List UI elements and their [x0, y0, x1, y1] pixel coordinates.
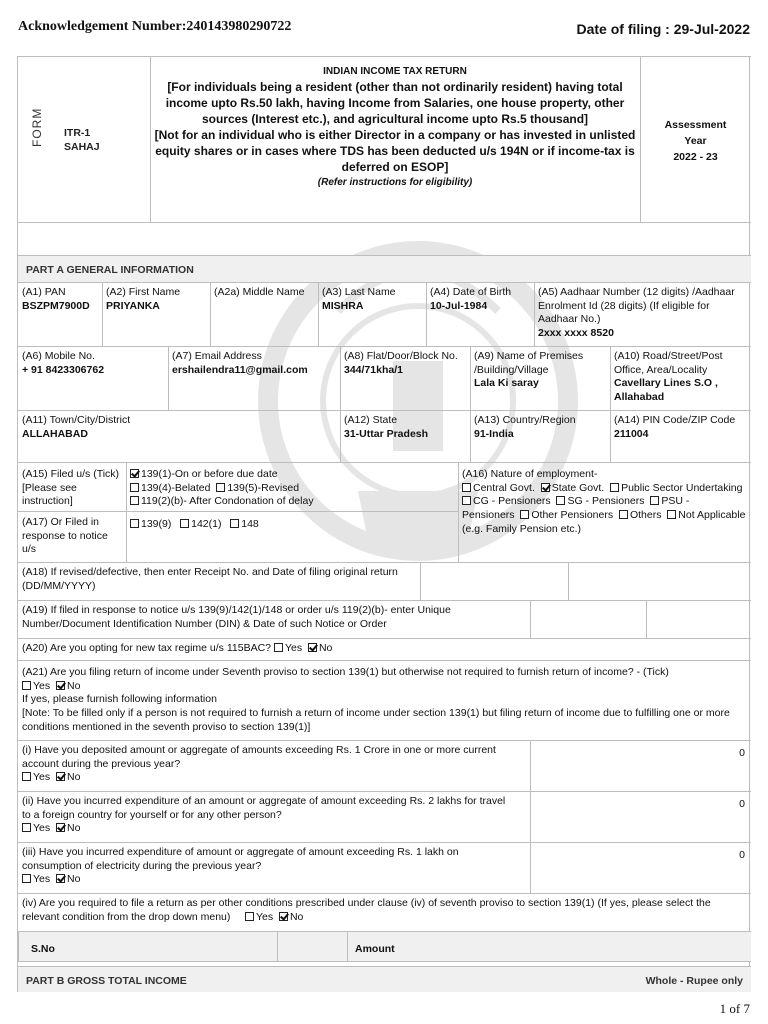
checkbox-not-applicable[interactable] — [667, 510, 676, 519]
checkbox-q2-yes[interactable] — [22, 823, 31, 832]
checkbox-a21-yes[interactable] — [22, 681, 31, 690]
field-a21: (A21) Are you filing return of income under Seventh proviso to section 139(1) but otherwise not required to furnish return of income? - (Tick) Yes No If yes, please furnish following information [Note: To be filled only if a person is not required to furnish a return of income under section 139(1) but filing return of income due to fulfilling one or more conditions mentioned in the seventh proviso to section 139(1)] — [22, 666, 730, 733]
field-mobile: (A6) Mobile No. + 91 8423306762 — [22, 350, 105, 376]
field-a18-label: (A18) If revised/defective, then enter Receipt No. and Date of filing original return (DD/MM/YYYY) — [22, 566, 398, 592]
checkbox-119-2b[interactable] — [130, 496, 139, 505]
row-sno-amount — [18, 932, 751, 962]
field-filed-response-label: (A17) Or Filed in response to notice u/s — [22, 516, 108, 556]
row-question-3 — [18, 843, 751, 894]
checkbox-139-1[interactable] — [130, 469, 139, 478]
checkbox-q1-yes[interactable] — [22, 772, 31, 781]
header-bar — [18, 18, 750, 40]
field-a20: (A20) Are you opting for new tax regime u/s 115BAC? Yes No — [22, 642, 333, 654]
checkbox-a20-no[interactable] — [308, 643, 317, 652]
field-country: (A13) Country/Region 91-India — [474, 414, 576, 440]
field-a19-label: (A19) If filed in response to notice u/s 139(9)/142(1)/148 or order u/s 119(2)(b)- enter Unique Number/Document Identification Number (DIN) & Date of such Notice or Order — [22, 604, 451, 630]
row-question-1 — [18, 741, 751, 792]
checkbox-a20-yes[interactable] — [274, 643, 283, 652]
field-premises: (A9) Name of Premises /Building/Village Lala Ki saray — [474, 350, 584, 390]
part-b-title: PART B GROSS TOTAL INCOME — [26, 975, 187, 987]
nature-of-employment: (A16) Nature of employment- Central Govt. State Govt. Public Sector Undertaking CG - Pensioners SG - Pensioners PSU - Pensioners Other Pensioners Others Not Applicable (e.g. Family Pension etc.) — [462, 468, 746, 535]
field-last-name: (A3) Last Name MISHRA — [322, 286, 396, 312]
checkbox-q4-yes[interactable] — [245, 912, 254, 921]
row-a21 — [18, 661, 751, 741]
part-a-header — [18, 256, 751, 283]
sno-header: S.No — [31, 943, 55, 955]
row-question-4 — [18, 894, 751, 932]
field-pin-code: (A14) PIN Code/ZIP Code 211004 — [614, 414, 736, 440]
checkbox-others[interactable] — [619, 510, 628, 519]
checkbox-142-1[interactable] — [180, 519, 189, 528]
row-a20 — [18, 639, 751, 661]
checkbox-psu[interactable] — [610, 483, 619, 492]
row-a19 — [18, 601, 751, 639]
filed-us-options: 139(1)-On or before due date 139(4)-Belated 139(5)-Revised 119(2)(b)- After Condonation of delay — [126, 465, 458, 512]
itr-form — [17, 56, 750, 992]
checkbox-139-9[interactable] — [130, 519, 139, 528]
part-b-right-label: Whole - Rupee only — [645, 975, 743, 987]
checkbox-central-govt[interactable] — [462, 483, 471, 492]
part-a-title: PART A GENERAL INFORMATION — [26, 264, 194, 276]
question-3: (iii) Have you incurred expenditure of amount or aggregate of amount exceeding Rs. 1 lakh on consumption of electricity during the previous year? Yes No — [22, 846, 459, 886]
form-title-row — [18, 56, 751, 223]
checkbox-cg-pensioners[interactable] — [462, 496, 471, 505]
checkbox-state-govt[interactable] — [541, 483, 550, 492]
question-1: (i) Have you deposited amount or aggregate of amounts exceeding Rs. 1 Crore in one or more current account during the previous year? Yes No — [22, 744, 496, 784]
row-a1-a5 — [18, 283, 751, 347]
checkbox-a21-no[interactable] — [56, 681, 65, 690]
page-number: 1 of 7 — [719, 1001, 750, 1016]
field-town-city: (A11) Town/City/District ALLAHABAD — [22, 414, 131, 440]
checkbox-139-4[interactable] — [130, 483, 139, 492]
field-flat-door: (A8) Flat/Door/Block No. 344/71kha/1 — [344, 350, 458, 376]
form-word-vertical: FORM — [30, 107, 44, 147]
question-3-amount: 0 — [739, 849, 745, 861]
field-aadhaar: (A5) Aadhaar Number (12 digits) /Aadhaar Enrolment Id (28 digits) (If eligible for Aadhaar No.) 2xxx xxxx 8520 — [538, 286, 735, 339]
checkbox-psu-pensioners[interactable] — [650, 496, 659, 505]
response-notice-options: 139(9) 142(1) 148 — [126, 515, 263, 535]
field-filed-us-label: (A15) Filed u/s (Tick) [Please see instruction] — [22, 468, 120, 508]
field-middle-name: (A2a) Middle Name — [214, 286, 305, 298]
checkbox-q1-no[interactable] — [56, 772, 65, 781]
row-a18 — [18, 563, 751, 601]
checkbox-q3-no[interactable] — [56, 874, 65, 883]
checkbox-148[interactable] — [230, 519, 239, 528]
field-road-street: (A10) Road/Street/Post Office, Area/Locality Cavellary Lines S.O , Allahabad — [614, 350, 723, 403]
checkbox-sg-pensioners[interactable] — [556, 496, 565, 505]
field-state: (A12) State 31-Uttar Pradesh — [344, 414, 429, 440]
row-a11-a14 — [18, 411, 751, 463]
field-first-name: (A2) First Name PRIYANKA — [106, 286, 181, 312]
form-title-block: INDIAN INCOME TAX RETURN [For individuals being a resident (other than not ordinarily resident) having total income upto Rs.50 lakh, having Income from Salaries, one house property, other sources (Interest etc.), and agricultural income upto Rs.5 thousand] [Not for an individual who is either Director in a company or has invested in unlisted equity shares or in cases where TDS has been deducted u/s 194N or if income-tax is deferred on ESOP] (Refer instructions for eligibility) — [154, 66, 636, 188]
checkbox-other-pensioners[interactable] — [520, 510, 529, 519]
field-date-of-birth: (A4) Date of Birth 10-Jul-1984 — [430, 286, 512, 312]
checkbox-q2-no[interactable] — [56, 823, 65, 832]
question-2-amount: 0 — [739, 798, 745, 810]
question-2: (ii) Have you incurred expenditure of an amount or aggregate of amount exceeding Rs. 2 lakhs for travel to a foreign country for yourself or for any other person? Yes No — [22, 795, 506, 835]
row-question-2 — [18, 792, 751, 843]
row-a6-a10 — [18, 347, 751, 411]
checkbox-q3-yes[interactable] — [22, 874, 31, 883]
field-pan: (A1) PAN BSZPM7900D — [22, 286, 90, 312]
row-a15-a17 — [18, 463, 751, 563]
amount-header: Amount — [355, 943, 395, 955]
field-email: (A7) Email Address ershailendra11@gmail.com — [172, 350, 308, 376]
part-b-header — [18, 966, 751, 992]
date-of-filing: Date of filing : 29-Jul-2022 — [576, 21, 750, 37]
form-name: ITR-1 SAHAJ — [64, 127, 100, 153]
question-1-amount: 0 — [739, 747, 745, 759]
blank-row — [18, 223, 751, 256]
checkbox-q4-no[interactable] — [279, 912, 288, 921]
acknowledgement-number: Acknowledgement Number:240143980290722 — [18, 19, 292, 34]
checkbox-139-5[interactable] — [216, 483, 225, 492]
question-4: (iv) Are you required to file a return as per other conditions prescribed under clause (iv) of seventh proviso to section 139(1) (If yes, please select the relevant condition from the drop down menu) Yes No — [22, 897, 711, 923]
assessment-year: Assessment Year 2022 - 23 — [664, 119, 727, 163]
